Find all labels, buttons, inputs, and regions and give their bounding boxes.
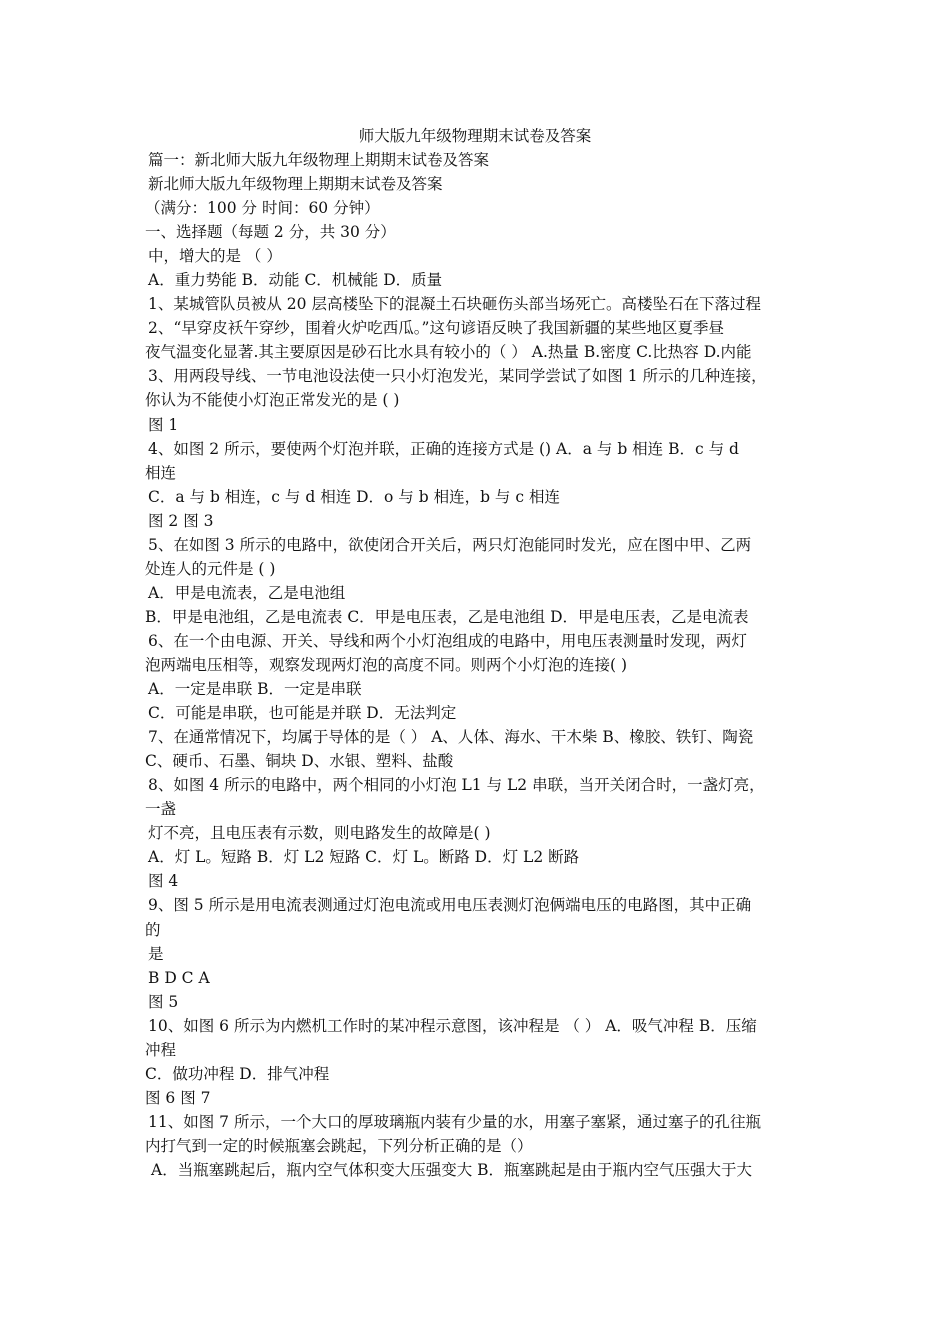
text-line: 图 5: [148, 992, 179, 1011]
text-line: 中，增大的是 （ ）: [148, 247, 282, 266]
text-line: 一盏: [145, 800, 177, 819]
text-line: 一、选择题（每题 2 分，共 30 分）: [145, 223, 396, 242]
text-line: A．一定是串联 B．一定是串联: [148, 680, 362, 699]
text-line: 泡两端电压相等，观察发现两灯泡的高度不同。则两个小灯泡的连接( ): [145, 655, 628, 674]
text-line: 3、用两段导线、一节电池设法使一只小灯泡发光，某同学尝试了如图 1 所示的几种连接，: [148, 367, 767, 386]
text-line: 5、在如图 3 所示的电路中，欲使闭合开关后，两只灯泡能同时发光，应在图中甲、乙两: [148, 535, 752, 554]
text-line: A．灯 L。短路 B．灯 L2 短路 C．灯 L。断路 D．灯 L2 断路: [148, 848, 580, 867]
text-line: C．可能是串联，也可能是并联 D．无法判定: [148, 704, 457, 723]
text-line: 相连: [145, 463, 177, 482]
text-line: C、硬币、石墨、铜块 D、水银、塑料、盐酸: [145, 752, 454, 771]
text-line: 图 6 图 7: [145, 1088, 211, 1107]
text-line: 11、如图 7 所示，一个大口的厚玻璃瓶内装有少量的水，用塞子塞紧，通过塞子的孔往瓶: [148, 1112, 761, 1131]
text-line: 4、如图 2 所示，要使两个灯泡并联，正确的连接方式是 () A．a 与 b 相连 B．c 与 d: [148, 439, 739, 458]
text-line: 新北师大版九年级物理上期期末试卷及答案: [148, 175, 443, 194]
text-line: （满分：100 分 时间：60 分钟）: [145, 199, 380, 218]
text-line: A．当瓶塞跳起后，瓶内空气体积变大压强变大 B．瓶塞跳起是由于瓶内空气压强大于大: [151, 1160, 753, 1179]
text-line: 内打气到一定的时候瓶塞会跳起，下列分析正确的是（）: [145, 1136, 533, 1155]
text-line: 7、在通常情况下，均属于导体的是（ ） A、人体、海水、干木柴 B、橡胶、铁钉、陶瓷: [148, 728, 754, 747]
text-line: B D C A: [148, 968, 210, 987]
document-title: 师大版九年级物理期末试卷及答案: [358, 127, 592, 145]
text-line: 冲程: [145, 1040, 177, 1059]
text-line: 篇一：新北师大版九年级物理上期期末试卷及答案: [148, 151, 490, 169]
text-line: A．重力势能 B．动能 C．机械能 D．质量: [148, 271, 443, 290]
text-line: B．甲是电池组，乙是电流表 C．甲是电压表，乙是电池组 D．甲是电压表，乙是电流表: [145, 607, 749, 626]
text-line: 9、图 5 所示是用电流表测通过灯泡电流或用电压表测灯泡俩端电压的电路图，其中正确: [148, 896, 752, 915]
text-line: 图 2 图 3: [148, 511, 214, 530]
text-line: 是: [148, 944, 164, 963]
text-line: A．甲是电流表，乙是电池组: [148, 583, 346, 602]
text-line: 夜气温变化显著.其主要原因是砂石比水具有较小的（ ） A.热量 B.密度 C.比热容 D.内能: [145, 343, 752, 362]
text-line: 灯不亮，且电压表有示数，则电路发生的故障是( ): [148, 824, 491, 843]
text-line: 10、如图 6 所示为内燃机工作时的某冲程示意图，该冲程是 （ ） A．吸气冲程 B．压缩: [148, 1016, 757, 1035]
text-line: C．做功冲程 D．排气冲程: [145, 1064, 330, 1083]
text-line: 图 1: [148, 415, 179, 434]
text-line: 2、“早穿皮袄午穿纱，围着火炉吃西瓜。”这句谚语反映了我国新疆的某些地区夏季昼: [148, 319, 724, 338]
text-line: 你认为不能使小灯泡正常发光的是 ( ): [145, 391, 400, 410]
document-body: [145, 148, 845, 1182]
text-line: 的: [145, 920, 161, 939]
text-line: 6、在一个由电源、开关、导线和两个小灯泡组成的电路中，用电压表测量时发现，两灯: [148, 631, 747, 650]
text-line: 8、如图 4 所示的电路中，两个相同的小灯泡 L1 与 L2 串联，当开关闭合时，一盏灯亮，: [148, 776, 765, 795]
text-line: 1、某城管队员被从 20 层高楼坠下的混凝土石块砸伤头部当场死亡。高楼坠石在下落过程: [148, 295, 761, 314]
text-line: 图 4: [148, 872, 179, 891]
text-line: 处连人的元件是 ( ): [145, 559, 276, 578]
text-line: C．a 与 b 相连，c 与 d 相连 D．o 与 b 相连，b 与 c 相连: [148, 487, 560, 506]
